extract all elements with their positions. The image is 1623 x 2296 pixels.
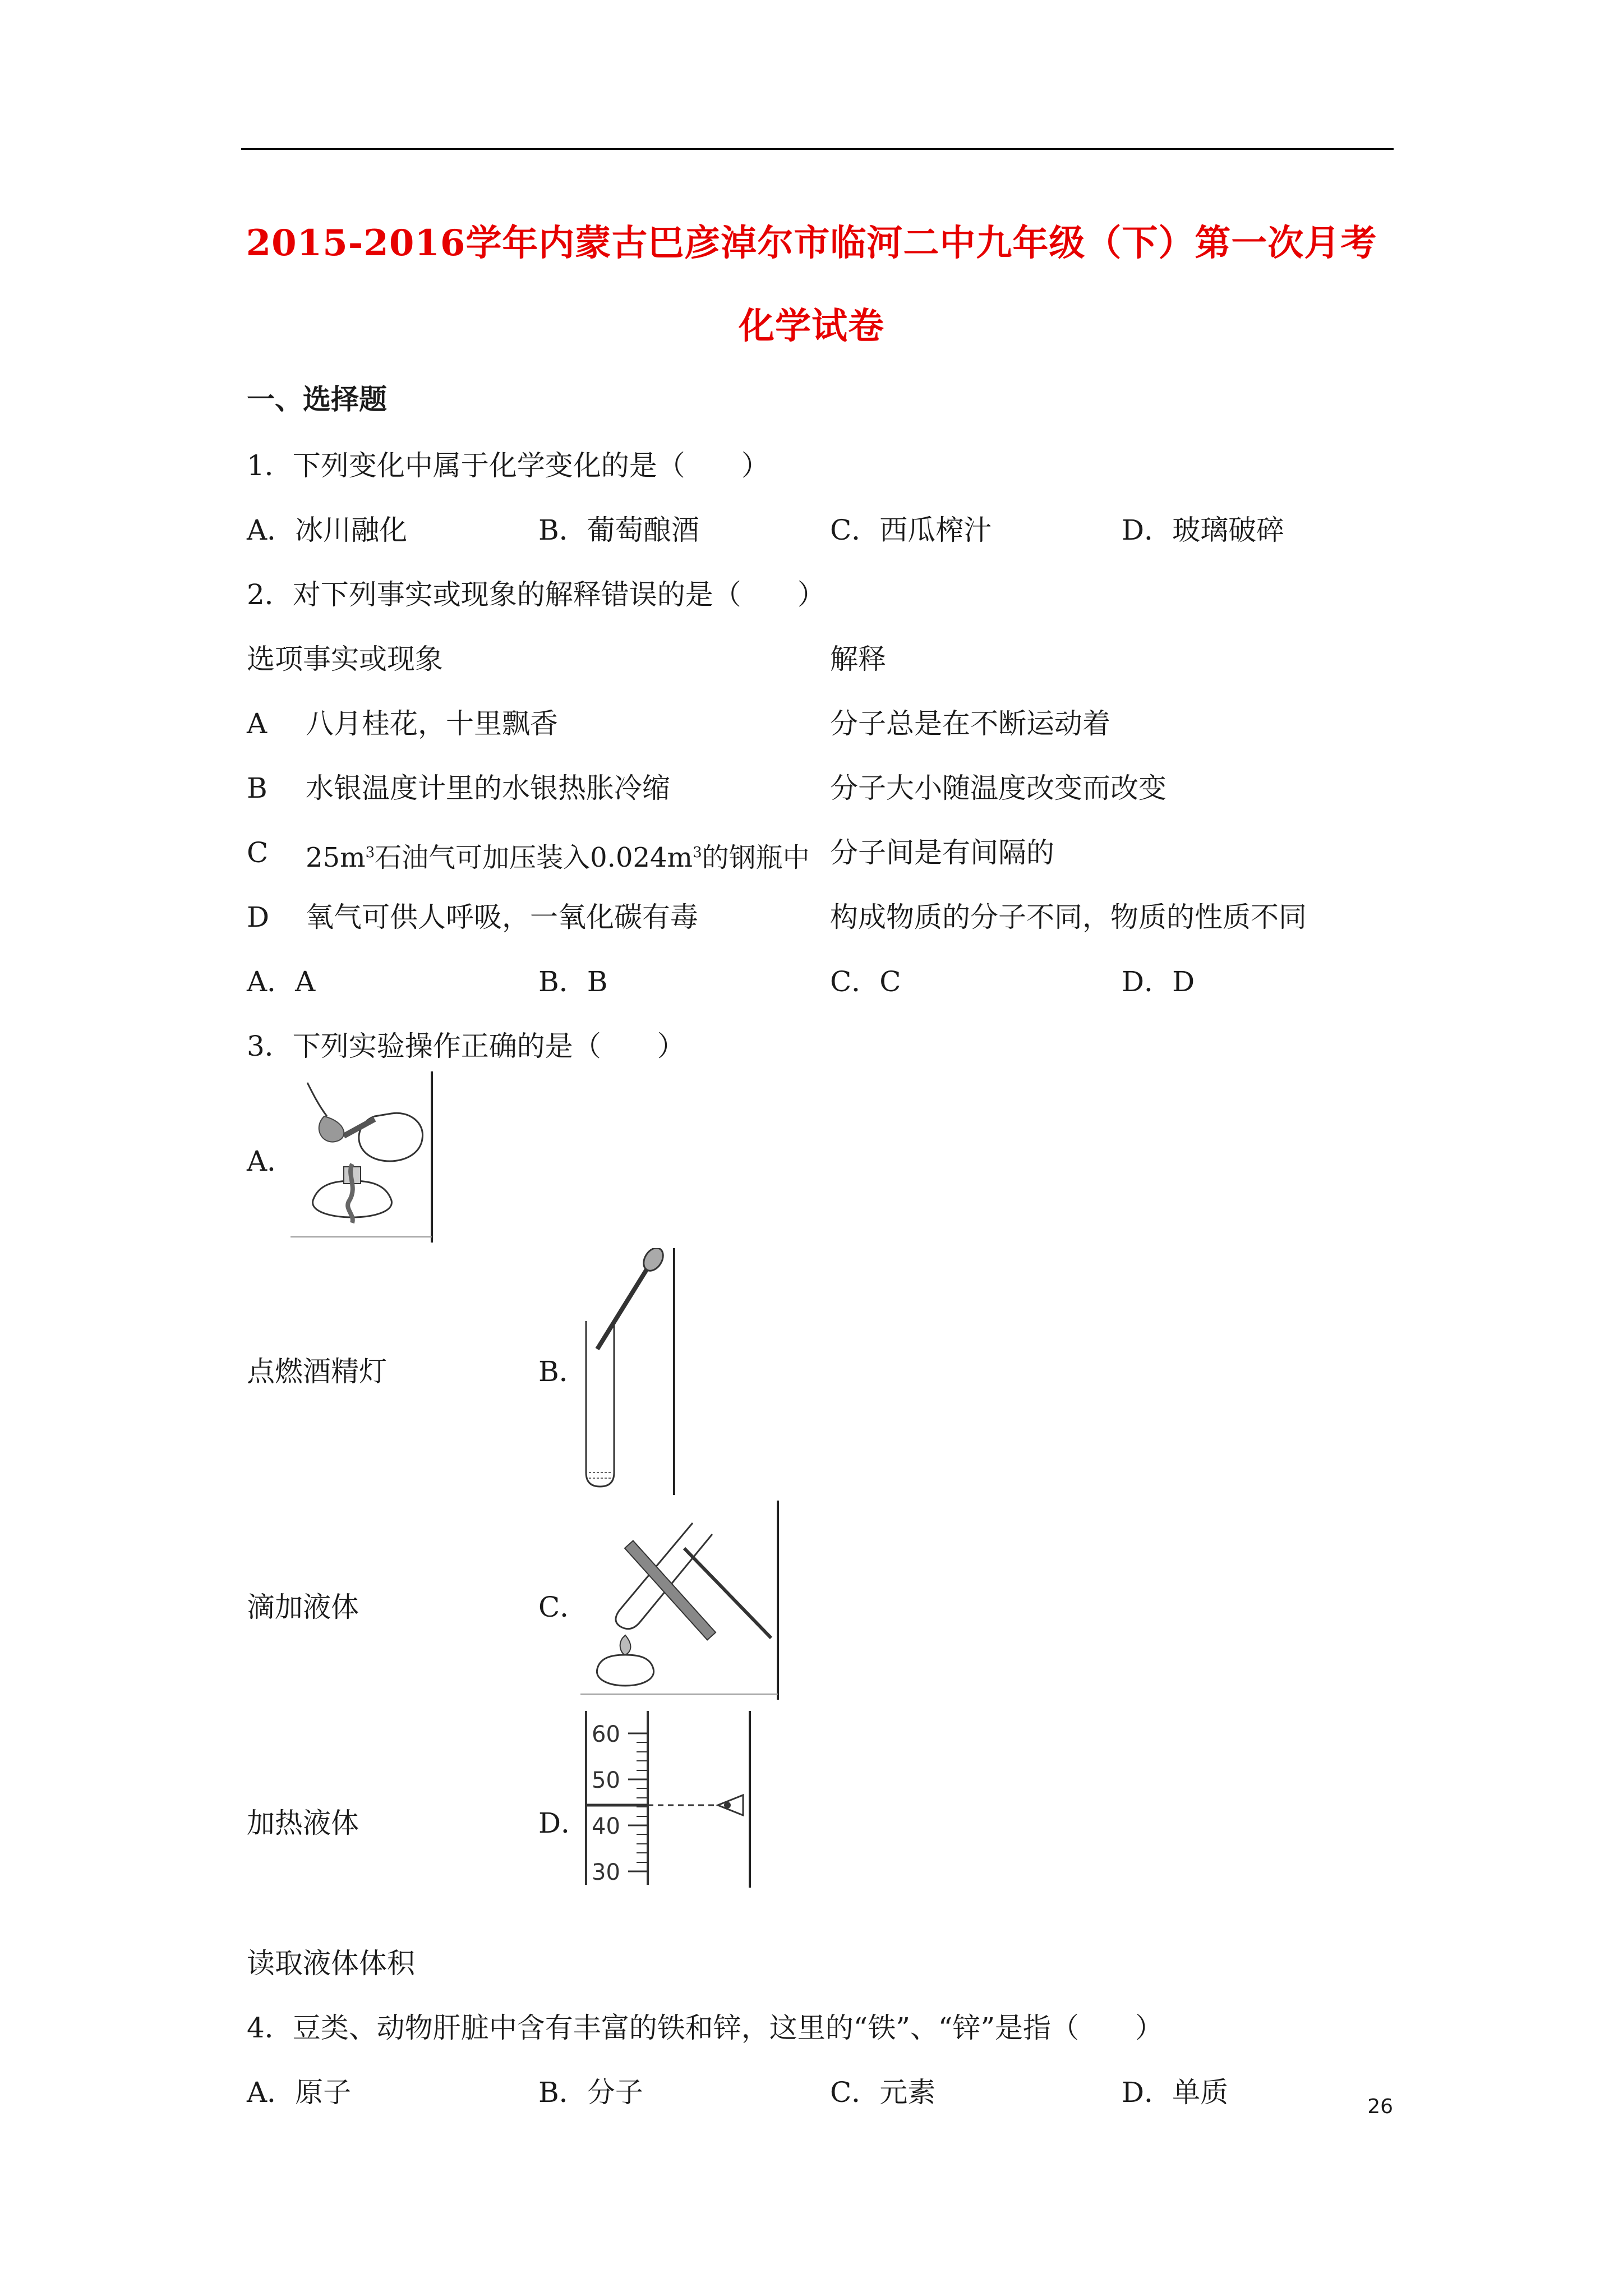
q1-option-d: D．玻璃破碎 xyxy=(1122,514,1285,546)
title-line-1: 2015-2016学年内蒙古巴彦淖尔市临河二中九年级（下）第一次月考 xyxy=(246,222,1377,264)
q2-row-a-letter: A xyxy=(247,707,268,740)
q2-row-a-explain: 分子总是在不断运动着 xyxy=(830,707,1110,740)
heating-liquid-figure xyxy=(580,1501,780,1700)
q2-row-b-letter: B xyxy=(247,772,268,804)
q2-row-d-explain: 构成物质的分子不同，物质的性质不同 xyxy=(830,901,1307,933)
title-line-2: 化学试卷 xyxy=(739,305,884,347)
q2-option-c: C．C xyxy=(830,965,901,998)
page-number: 26 xyxy=(1367,2095,1393,2118)
q1-option-b: B．葡萄酿酒 xyxy=(538,514,699,546)
q3-caption-b: 滴加液体 xyxy=(247,1591,359,1623)
section-heading: 一、选择题 xyxy=(247,383,387,416)
q3-option-c-label: C． xyxy=(538,1591,588,1623)
question-4-stem: 4．豆类、动物肝脏中含有丰富的铁和锌，这里的“铁”、“锌”是指（ ） xyxy=(247,2012,1164,2044)
question-2-stem: 2．对下列事实或现象的解释错误的是（ ） xyxy=(247,578,826,611)
cylinder-tick-label-30: 30 xyxy=(592,1860,620,1885)
q3-caption-c: 加热液体 xyxy=(247,1807,359,1839)
cylinder-tick-label-60: 60 xyxy=(592,1722,620,1747)
question-1-stem: 1．下列变化中属于化学变化的是（ ） xyxy=(247,449,769,482)
cylinder-tick-label-50: 50 xyxy=(592,1768,620,1793)
q2-row-d-fact: 氧气可供人呼吸，一氧化碳有毒 xyxy=(306,901,698,933)
q1-option-a: A．冰川融化 xyxy=(247,514,408,546)
graduated-cylinder-figure xyxy=(580,1711,751,1888)
q2-option-a: A．A xyxy=(247,965,316,998)
q3-caption-d: 读取液体体积 xyxy=(247,1947,415,1980)
q2-row-b-explain: 分子大小随温度改变而改变 xyxy=(830,772,1166,804)
q2-row-c-explain: 分子间是有间隔的 xyxy=(830,836,1054,869)
q4-option-b: B．分子 xyxy=(538,2076,643,2109)
q3-option-b-label: B． xyxy=(538,1355,587,1388)
q1-option-c: C．西瓜榨汁 xyxy=(830,514,992,546)
cylinder-tick-label-40: 40 xyxy=(592,1814,620,1839)
header-rule xyxy=(241,148,1394,150)
q2-table-header-right: 解释 xyxy=(830,643,886,675)
q2-row-a-fact: 八月桂花，十里飘香 xyxy=(306,707,558,740)
q2-row-d-letter: D xyxy=(247,901,270,933)
q2-row-b-fact: 水银温度计里的水银热胀冷缩 xyxy=(306,772,670,804)
q2-option-b: B．B xyxy=(538,965,608,998)
q2-row-c-fact: $25m^3$石油气可加压装入$0.024m^3$的钢瓶中 xyxy=(306,842,810,873)
question-3-stem: 3．下列实验操作正确的是（ ） xyxy=(247,1030,685,1062)
q3-caption-a: 点燃酒精灯 xyxy=(247,1355,387,1388)
q3-option-d-label: D． xyxy=(538,1807,589,1839)
q3-option-a-label: A． xyxy=(247,1145,296,1177)
q2-table-header-left: 选项事实或现象 xyxy=(247,643,443,675)
dropper-test-tube-figure xyxy=(580,1248,676,1495)
q4-option-d: D．单质 xyxy=(1122,2076,1229,2109)
q4-option-a: A．原子 xyxy=(247,2076,352,2109)
q2-option-d: D．D xyxy=(1122,965,1195,998)
lighting-alcohol-lamp-figure xyxy=(291,1071,434,1243)
q4-option-c: C．元素 xyxy=(830,2076,936,2109)
q2-row-c-letter: C xyxy=(247,836,269,869)
